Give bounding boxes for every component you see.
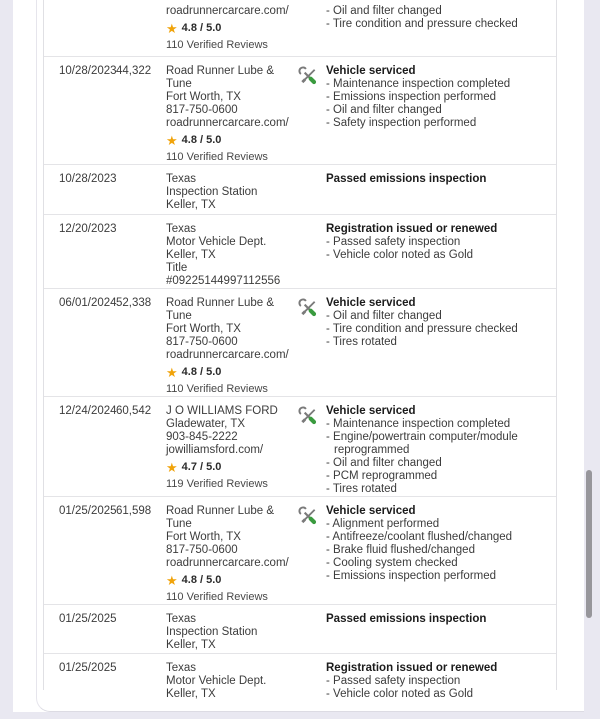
comments-cell xyxy=(326,297,556,349)
rating-row xyxy=(166,574,294,587)
comment-item: - Maintenance inspection completed xyxy=(326,418,546,431)
date-cell xyxy=(44,505,116,518)
source-line: Texas xyxy=(166,223,197,235)
source-cell xyxy=(166,173,298,212)
comment-title: Registration issued or renewed xyxy=(326,223,498,235)
comment-item: - Oil and filter changed xyxy=(326,310,546,323)
source-cell xyxy=(166,405,298,491)
comment-items xyxy=(326,78,546,130)
bottom-background-strip xyxy=(0,712,600,719)
source-line: Inspection Station xyxy=(166,626,258,638)
table-row xyxy=(44,289,556,397)
source-line: Road Runner Lube & xyxy=(166,297,275,309)
date-cell xyxy=(44,662,116,675)
rating-row xyxy=(166,366,294,379)
source-line: Keller, TX xyxy=(166,639,216,651)
comment-item: - Cooling system checked xyxy=(326,557,546,570)
verified-reviews: 119 Verified Reviews xyxy=(166,478,268,490)
table-row xyxy=(44,215,556,289)
source-line: Road Runner Lube & xyxy=(166,505,275,517)
comment-items xyxy=(326,5,546,31)
table-row xyxy=(44,654,556,710)
source-line: Inspection Station xyxy=(166,186,258,198)
comment-item: - Brake fluid flushed/changed xyxy=(326,544,546,557)
comment-item: - Vehicle color noted as Gold xyxy=(326,249,546,262)
verified-reviews: 110 Verified Reviews xyxy=(166,383,268,395)
comment-item: - Maintenance inspection completed xyxy=(326,78,546,91)
rating-value: 4.8 / 5.0 xyxy=(181,574,222,586)
record-date: 12/24/2024 xyxy=(59,405,117,417)
source-cell xyxy=(166,662,298,701)
star-icon: ★ xyxy=(166,133,178,148)
comment-title: Passed emissions inspection xyxy=(326,613,487,625)
record-date: 01/25/2025 xyxy=(59,505,117,517)
record-mileage: 52,338 xyxy=(116,297,152,309)
comment-item: - Antifreeze/coolant flushed/changed xyxy=(326,531,546,544)
record-date: 01/25/2025 xyxy=(59,662,117,674)
comment-item: - Passed safety inspection xyxy=(326,236,546,249)
comment-item: - Vehicle color noted as Gold xyxy=(326,688,546,701)
vehicle-history-table xyxy=(43,0,557,700)
mileage-cell xyxy=(116,65,166,78)
comment-title: Vehicle serviced xyxy=(326,405,416,417)
rating-value: 4.8 / 5.0 xyxy=(181,134,222,146)
comment-items xyxy=(326,518,546,583)
service-tools-icon xyxy=(298,506,318,526)
source-line: 817-750-0600 xyxy=(166,544,238,556)
source-line: roadrunnercarcare.com/ xyxy=(166,349,289,361)
comment-title: Vehicle serviced xyxy=(326,65,416,77)
comment-item: - Tire condition and pressure checked xyxy=(326,323,546,336)
icon-cell xyxy=(298,405,326,430)
source-line: Fort Worth, TX xyxy=(166,91,241,103)
source-line: roadrunnercarcare.com/ xyxy=(166,5,289,17)
comments-cell xyxy=(326,662,556,701)
record-date: 12/20/2023 xyxy=(59,223,117,235)
comment-item: - Engine/powertrain computer/module reprogrammed xyxy=(326,431,546,457)
star-icon: ★ xyxy=(166,21,178,36)
comment-items xyxy=(326,418,546,496)
comments-cell xyxy=(326,505,556,583)
comments-cell xyxy=(326,173,556,186)
comments-cell xyxy=(326,223,556,262)
table-row xyxy=(44,497,556,605)
comment-item: - Oil and filter changed xyxy=(326,5,546,18)
comment-item: - Passed safety inspection xyxy=(326,675,546,688)
source-line: 903-845-2222 xyxy=(166,431,238,443)
comment-item: - Oil and filter changed xyxy=(326,104,546,117)
source-line: Title xyxy=(166,262,188,274)
comment-items xyxy=(326,236,546,262)
comment-item: - Tires rotated xyxy=(326,336,546,349)
comment-title: Vehicle serviced xyxy=(326,297,416,309)
source-line: Keller, TX xyxy=(166,249,216,261)
source-line: Texas xyxy=(166,662,197,674)
scrollbar-thumb[interactable] xyxy=(586,470,592,618)
icon-cell xyxy=(298,662,326,663)
comments-cell xyxy=(326,65,556,130)
date-cell xyxy=(44,223,116,236)
source-cell xyxy=(166,505,298,604)
icon-cell xyxy=(298,223,326,224)
source-line: jowilliamsford.com/ xyxy=(166,444,264,456)
source-cell xyxy=(166,223,298,288)
source-line: Gladewater, TX xyxy=(166,418,246,430)
comment-item: - Tire condition and pressure checked xyxy=(326,18,546,31)
icon-cell xyxy=(298,5,326,6)
source-line: 817-750-0600 xyxy=(166,336,238,348)
mileage-cell xyxy=(116,505,166,518)
table-row xyxy=(44,605,556,654)
table-row xyxy=(44,57,556,165)
date-cell xyxy=(44,297,116,310)
source-line: Tune xyxy=(166,518,192,530)
verified-reviews: 110 Verified Reviews xyxy=(166,39,268,51)
rating-row xyxy=(166,22,294,35)
comment-title: Registration issued or renewed xyxy=(326,662,498,674)
source-line: Tune xyxy=(166,310,192,322)
date-cell xyxy=(44,613,116,626)
rating-value: 4.7 / 5.0 xyxy=(181,461,222,473)
record-mileage: 61,598 xyxy=(116,505,152,517)
source-cell xyxy=(166,613,298,652)
record-date: 10/28/2023 xyxy=(59,65,117,77)
record-mileage: 44,322 xyxy=(116,65,152,77)
verified-reviews: 110 Verified Reviews xyxy=(166,151,268,163)
record-date: 01/25/2025 xyxy=(59,613,117,625)
comment-item: - Tires rotated xyxy=(326,483,546,496)
icon-cell xyxy=(298,173,326,174)
source-line: J O WILLIAMS FORD xyxy=(166,405,278,417)
icon-cell xyxy=(298,65,326,90)
table-row xyxy=(44,397,556,497)
table-row xyxy=(44,165,556,215)
icon-cell xyxy=(298,613,326,614)
source-cell xyxy=(166,65,298,164)
comment-item: - Emissions inspection performed xyxy=(326,91,546,104)
source-line: Tune xyxy=(166,78,192,90)
source-cell xyxy=(166,297,298,396)
record-mileage: 60,542 xyxy=(116,405,152,417)
service-tools-icon xyxy=(298,66,318,86)
source-line: Keller, TX xyxy=(166,688,216,700)
service-tools-icon xyxy=(298,298,318,318)
comment-item: - Emissions inspection performed xyxy=(326,570,546,583)
comment-item: - PCM reprogrammed xyxy=(326,470,546,483)
date-cell xyxy=(44,405,116,418)
icon-cell xyxy=(298,505,326,530)
rating-row xyxy=(166,134,294,147)
comments-cell xyxy=(326,5,556,31)
date-cell xyxy=(44,65,116,78)
rating-value: 4.8 / 5.0 xyxy=(181,366,222,378)
comment-title: Passed emissions inspection xyxy=(326,173,487,185)
rating-row xyxy=(166,461,294,474)
source-line: Keller, TX xyxy=(166,199,216,211)
source-line: Texas xyxy=(166,613,197,625)
comments-cell xyxy=(326,405,556,496)
date-cell xyxy=(44,173,116,186)
comments-cell xyxy=(326,613,556,626)
source-line: roadrunnercarcare.com/ xyxy=(166,117,289,129)
source-cell xyxy=(166,5,298,52)
star-icon: ★ xyxy=(166,460,178,475)
left-background-strip xyxy=(0,0,13,719)
star-icon: ★ xyxy=(166,365,178,380)
service-tools-icon xyxy=(298,406,318,426)
source-line: Fort Worth, TX xyxy=(166,323,241,335)
mileage-cell xyxy=(116,405,166,418)
comment-items xyxy=(326,310,546,349)
comment-item: - Alignment performed xyxy=(326,518,546,531)
comment-title: Vehicle serviced xyxy=(326,505,416,517)
comment-item: - Safety inspection performed xyxy=(326,117,546,130)
source-line: Motor Vehicle Dept. xyxy=(166,236,267,248)
mileage-cell xyxy=(116,297,166,310)
source-line: roadrunnercarcare.com/ xyxy=(166,557,289,569)
record-date: 06/01/2024 xyxy=(59,297,117,309)
rating-value: 4.8 / 5.0 xyxy=(181,22,222,34)
comment-items xyxy=(326,675,546,701)
verified-reviews: 110 Verified Reviews xyxy=(166,591,268,603)
source-line: Texas xyxy=(166,173,197,185)
comment-item: - Oil and filter changed xyxy=(326,457,546,470)
source-line: Motor Vehicle Dept. xyxy=(166,675,267,687)
source-line: 817-750-0600 xyxy=(166,104,238,116)
record-date: 10/28/2023 xyxy=(59,173,117,185)
source-line: Road Runner Lube & xyxy=(166,65,275,77)
table-row xyxy=(44,0,556,57)
source-line: #09225144997112556 xyxy=(166,275,281,287)
source-line: Fort Worth, TX xyxy=(166,531,241,543)
icon-cell xyxy=(298,297,326,322)
star-icon: ★ xyxy=(166,573,178,588)
